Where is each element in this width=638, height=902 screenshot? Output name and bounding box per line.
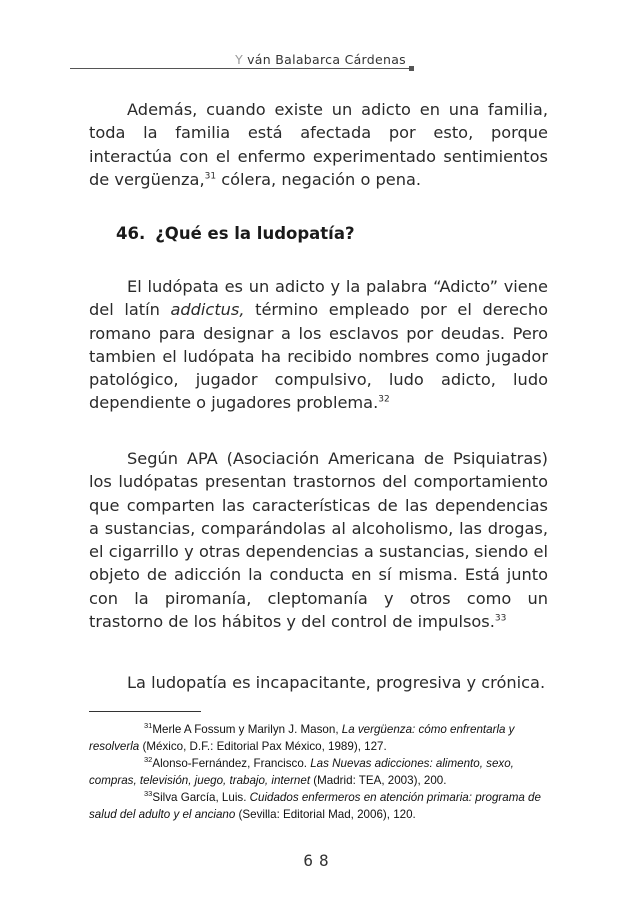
footnote-publication: (México, D.F.: Editorial Pax México, 1989), 127.	[139, 740, 387, 753]
footnote-title: Las Nuevas adicciones: alimento, sexo, compras, televisión, juego, trabajo, internet	[89, 757, 514, 787]
footnote-text: Silva García, Luis.	[152, 791, 250, 804]
footnote-text: Alonso-Fernández, Francisco.	[152, 757, 311, 770]
footnote-text: Merle A Fossum y Marilyn J. Mason,	[152, 723, 342, 736]
paragraph-conclusion-text: La ludopatía es incapacitante, progresiva y crónica.	[127, 673, 546, 692]
header-author	[235, 52, 406, 67]
paragraph-intro	[89, 98, 548, 191]
footnote-32	[89, 755, 548, 789]
paragraph-definition-text-a: El ludópata es un adicto y la palabra “Adicto” viene del latín	[89, 277, 548, 320]
latin-term: addictus,	[170, 300, 245, 320]
paragraph-intro-text: Además, cuando existe un adicto en una familia, toda la familia está afectada por esto, porque interactúa con el enfermo experimentado sentimientos de vergüenza,	[89, 100, 548, 189]
header-author-initial: Y	[235, 52, 244, 67]
header-author-name: ván Balabarca Cárdenas	[247, 52, 406, 67]
footnote-separator	[89, 711, 201, 712]
paragraph-definition-text-b: término empleado por el derecho romano para designar a los esclavos por deudas. Pero tambien el ludópata ha recibido nombres como jugador patológico, jugador compulsivo, ludo adicto, ludo dependiente o jugadores problema.	[89, 300, 548, 413]
running-header	[0, 50, 638, 70]
footnote-number: 32	[144, 755, 153, 765]
footnote-number: 31	[144, 721, 153, 731]
paragraph-apa	[89, 447, 548, 633]
footnote-number: 33	[144, 789, 153, 799]
footnotes	[89, 721, 548, 823]
paragraph-conclusion	[89, 671, 548, 694]
paragraph-apa-text: Según APA (Asociación Americana de Psiquiatras) los ludópatas presentan trastornos del comportamiento que comparten las características de las dependencias a sustancias, comparándolas al alcoholismo, las drogas, el cigarrillo y otras dependencias a sustancias, siendo el objeto de adicción la conducta en sí misma. Está junto con la piromanía, cleptomanía y otros como un trastorno de los hábitos y del control de impulsos.	[89, 449, 548, 632]
header-rule	[70, 68, 410, 69]
footnote-title: La vergüenza: cómo enfrentarla y resolverla	[89, 723, 515, 753]
section-heading-number: 46.	[116, 224, 146, 243]
footnote-publication: (Sevilla: Editorial Mad, 2006), 120.	[235, 808, 416, 821]
footnote-title: Cuidados enfermeros en atención primaria: programa de salud del adulto y el anciano	[89, 791, 541, 821]
page-number: 68	[303, 851, 335, 870]
footnote-31	[89, 721, 548, 755]
footnote-ref-33[interactable]: 33	[494, 613, 507, 624]
footnote-publication: (Madrid: TEA, 2003), 200.	[310, 774, 447, 787]
section-heading	[116, 224, 355, 243]
paragraph-definition	[89, 275, 548, 415]
section-heading-title: ¿Qué es la ludopatía?	[155, 224, 355, 243]
footnote-33	[89, 789, 548, 823]
paragraph-intro-tail: cólera, negación o pena.	[216, 169, 422, 189]
header-rule-end-mark	[409, 66, 414, 71]
footnote-ref-32[interactable]: 32	[378, 395, 390, 406]
footnote-ref-31[interactable]: 31	[204, 171, 217, 182]
